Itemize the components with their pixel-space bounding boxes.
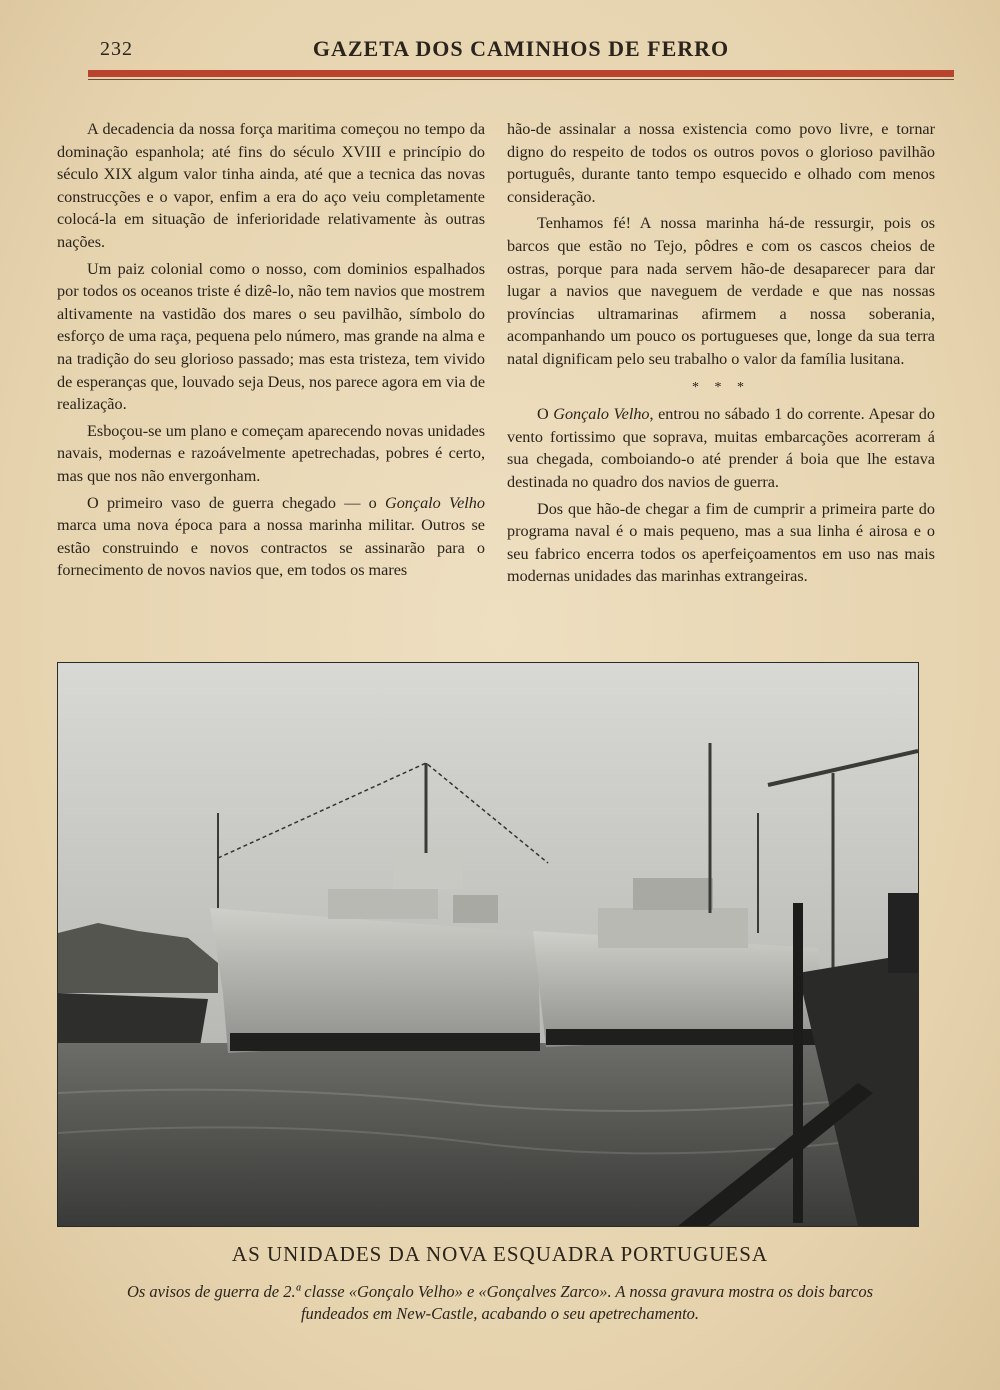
- paragraph: [57, 492, 485, 582]
- text-run: , entrou no sábado 1 do corrente. Apesar do vento fortissimo que soprava, muitas embarcações acorreram á sua chegada, comboiando-o até prender á boia que lhe estava destinada no quadro dos navios de guerra.: [507, 405, 935, 491]
- header-rule-red: [88, 70, 954, 77]
- paragraph: hão-de assinalar a nossa existencia como povo livre, e tornar digno do respeito de todos os outros povos o glorioso pavilhão português, durante tanto tempo esquecido e olhado com menos consideração.: [507, 120, 935, 206]
- text-run: O: [537, 405, 554, 424]
- article-right-column: [507, 118, 935, 592]
- page-header: [88, 34, 954, 66]
- photo-caption-title: AS UNIDADES DA NOVA ESQUADRA PORTUGUESA: [231, 1242, 769, 1266]
- paragraph: Esboçou-se um plano e começam aparecendo novas unidades navais, modernas e razoávelmente apetrechadas, pobres é certo, mas que nos não envergonham.: [57, 421, 485, 485]
- header-rule-thin: [88, 79, 954, 80]
- photo-caption-text: Os avisos de guerra de 2.ª classe «Gonçalo Velho» e «Gonçalves Zarco». A nossa gravura mostra os dois barcos fundeados em New-Castle, acabando o seu apetrechamento.: [126, 1282, 874, 1323]
- ship-name: Gonçalo Velho: [553, 405, 650, 424]
- running-title: GAZETA DOS CAMINHOS DE FERRO: [312, 36, 730, 61]
- article-left-column: [57, 118, 485, 586]
- paragraph: [507, 403, 935, 493]
- paragraph: Tenhamos fé! A nossa marinha há-de ressurgir, pois os barcos que estão no Tejo, pôdres e com os cascos cheios de ostras, porque para nada servem hão-de desaparecer para dar lugar a navios que naveguem de verdade e que nas nossas províncias ultramarinas afirmem a nossa soberania, acompanhando um pouco os portugueses que, longe da sua terra natal dignificam pelo seu trabalho o valor da família lusitana.: [507, 214, 935, 368]
- warships-photo: [57, 662, 919, 1227]
- paragraph: A decadencia da nossa força maritima começou no tempo da dominação espanhola; até fins do século XVIII e princípio do século XIX algum valor tinha ainda, até que a tecnica das novas construcções e o vapor, enfim a era do aço veiu completamente colocá-la em situação de inferioridade relativamente às outras nações.: [57, 120, 485, 251]
- ship-name: Gonçalo Velho: [385, 493, 485, 512]
- section-separator: * * *: [692, 379, 750, 395]
- text-run: marca uma nova época para a nossa marinha militar. Outros se estão construindo e novos contractos se assinarão para o fornecimento de novos navios que, em todos os mares: [57, 516, 485, 580]
- paragraph: Um paiz colonial como o nosso, com dominios espalhados por todos os oceanos triste é dizê-lo, não tem navios que mostrem altivamente na vastidão dos mares o seu pavilhão, símbolo do esforço de uma raça, pequena pelo número, mas grande na alma e na tradição do seu glorioso passado; mas esta tristeza, tem vivido de esperanças que, louvado seja Deus, nos parece agora em via de realização.: [57, 259, 485, 414]
- text-run: O primeiro vaso de guerra chegado — o: [87, 493, 386, 512]
- warships-illustration: [58, 663, 918, 1226]
- page-number: 232: [100, 38, 133, 60]
- paragraph: Dos que hão-de chegar a fim de cumprir a primeira parte do programa naval é o mais pequeno, mas a sua linha é airosa e o seu fabrico encerra todos os aperfeiçoamentos em uso nas mais modernas unidades das marinhas extrangeiras.: [507, 499, 935, 586]
